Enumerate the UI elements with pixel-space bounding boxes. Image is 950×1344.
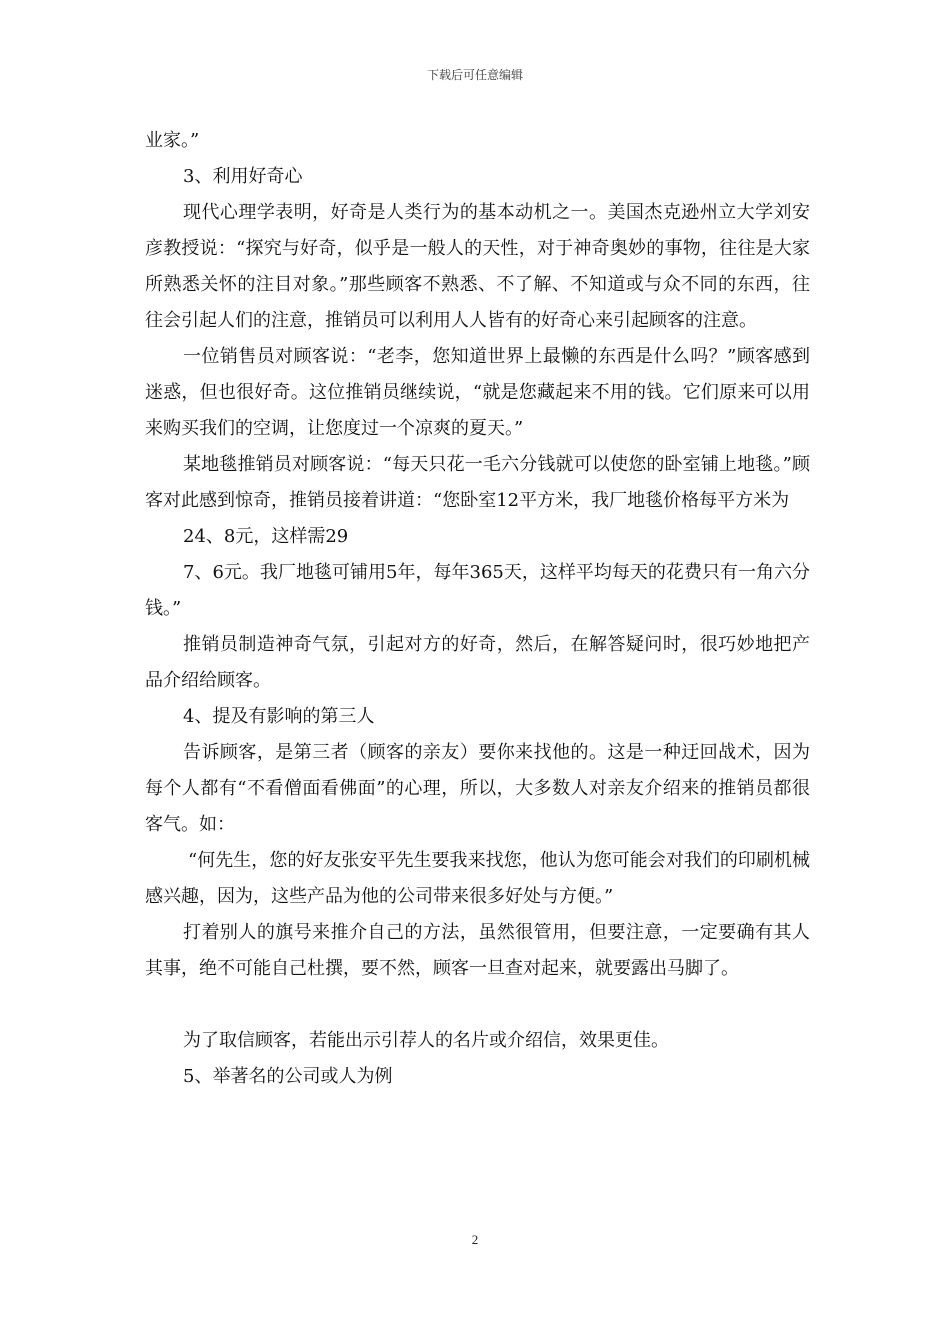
paragraph-third-party-quote: “何先生，您的好友张安平先生要我来找您，他认为您可能会对我们的印刷机械感兴趣，因为，这些产品为他的公司带来很多好处与方便。” (145, 850, 810, 907)
paragraph-referral-card: 为了取信顾客，若能出示引荐人的名片或介绍信，效果更佳。 (183, 1030, 669, 1051)
paragraph-example-carpet: 某地毯推销员对顾客说：“每天只花一毛六分钱就可以使您的卧室铺上地毯。”顾客对此感到惊奇，推销员接着讲道：“您卧室12平方米，我厂地毯价格每平方米为 (145, 454, 810, 511)
paragraph-third-party-intro: 告诉顾客，是第三者（顾客的亲友）要你来找他的。这是一种迂回战术，因为每个人都有“不看僧面看佛面”的心理，所以，大多数人对亲友介绍来的推销员都很客气。如： (145, 742, 810, 835)
section-heading-third-party: 4、提及有影响的第三人 (183, 706, 375, 727)
paragraph-example-lazy-money: 一位销售员对顾客说：“老李，您知道世界上最懒的东西是什么吗？”顾客感到迷惑，但也很好奇。这位推销员继续说，“就是您藏起来不用的钱。它们原来可以用来购买我们的空调，让您度过一个凉爽的夏天。” (145, 346, 810, 439)
blank-line (145, 987, 810, 1023)
page-number: 2 (471, 1232, 479, 1247)
paragraph-continuation: 业家。” (145, 130, 200, 151)
document-body (145, 123, 810, 1095)
paragraph-third-party-caution: 打着别人的旗号来推介自己的方法，虽然很管用，但要注意，一定要确有其人其事，绝不可能自己杜撰，要不然，顾客一旦查对起来，就要露出马脚了。 (145, 922, 810, 979)
page-header: 下载后可任意编辑 (426, 68, 523, 82)
paragraph-curiosity-intro: 现代心理学表明，好奇是人类行为的基本动机之一。美国杰克逊州立大学刘安彦教授说：“探究与好奇，似乎是一般人的天性，对于神奇奥妙的事物，往往是大家所熟悉关怀的注目对象。”那些顾客不熟悉、不了解、不知道或与众不同的东西，往往会引起人们的注意，推销员可以利用人人皆有的好奇心来引起顾客的注意。 (145, 202, 810, 331)
section-heading-curiosity: 3、利用好奇心 (183, 166, 303, 187)
paragraph-carpet-price: 24、8元，这样需29 (183, 526, 349, 547)
paragraph-curiosity-summary: 推销员制造神奇气氛，引起对方的好奇，然后，在解答疑问时，很巧妙地把产品介绍给顾客。 (145, 634, 810, 691)
section-heading-famous-example: 5、举著名的公司或人为例 (183, 1066, 393, 1087)
paragraph-carpet-cost: 7、6元。我厂地毯可铺用5年，每年365天，这样平均每天的花费只有一角六分钱。” (145, 562, 810, 619)
